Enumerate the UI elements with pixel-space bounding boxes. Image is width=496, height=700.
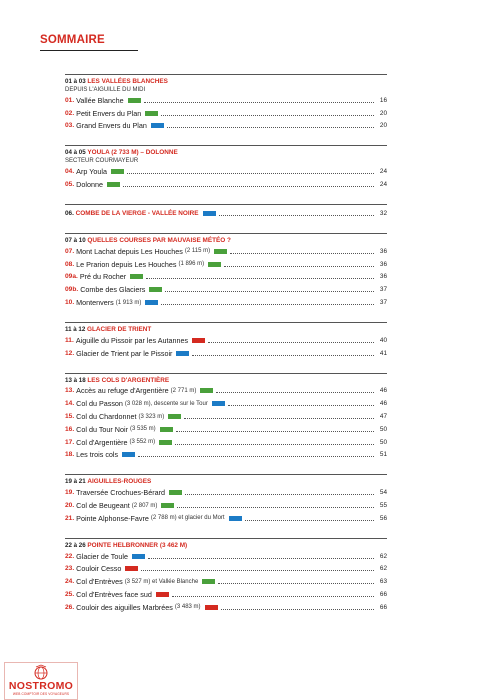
toc-section <box>65 233 387 309</box>
section-title: LES VALLÉES BLANCHES <box>87 78 168 85</box>
section-title: GLACIER DE TRIENT <box>87 325 152 333</box>
page-number: 47 <box>379 413 387 421</box>
dot-leader <box>176 431 374 432</box>
entry-number: 01. <box>65 96 75 104</box>
page-number: 46 <box>379 400 387 408</box>
entry-altitude: (2 788 m) et glacier du Mort <box>150 515 225 522</box>
toc-entry[interactable] <box>65 107 387 120</box>
page-number: 50 <box>379 438 387 446</box>
dot-leader <box>208 342 374 343</box>
section-range: 01 à 03 <box>65 78 86 85</box>
entry-number: 08. <box>65 260 75 268</box>
toc-entry[interactable] <box>65 165 387 178</box>
page-number: 66 <box>379 603 387 611</box>
dot-leader <box>165 291 374 292</box>
entry-label: Dolonne <box>76 180 103 190</box>
section-range: 22 à 26 <box>65 541 86 549</box>
toc-entry[interactable] <box>65 120 387 133</box>
section-heading <box>65 236 387 245</box>
dot-leader <box>172 596 374 597</box>
entry-number: 14. <box>65 400 75 408</box>
entry-number: 24. <box>65 578 75 586</box>
entry-label: Couloir Cesso <box>76 564 122 574</box>
toc-entry[interactable] <box>65 178 387 191</box>
difficulty-marker <box>107 182 120 187</box>
logo-name: NOSTROMO <box>8 680 74 692</box>
section-range: 07 à 10 <box>65 236 86 244</box>
page-number: 51 <box>379 451 387 459</box>
page-number: 24 <box>379 181 387 189</box>
entry-number: 25. <box>65 591 75 599</box>
toc-entry[interactable] <box>65 245 387 258</box>
dot-leader <box>184 418 374 419</box>
page-number: 62 <box>379 565 387 573</box>
entry-altitude: (3 028 m), descente sur le Tour <box>124 400 208 407</box>
entry-number: 03. <box>65 122 75 130</box>
section-title: AIGUILLES-ROUGES <box>87 478 152 486</box>
dot-leader <box>161 304 374 305</box>
dot-leader <box>138 456 374 457</box>
dot-leader <box>177 507 374 508</box>
dot-leader <box>228 405 374 406</box>
difficulty-marker <box>208 262 221 267</box>
entry-number: 23. <box>65 565 75 573</box>
entry-label: Combe des Glaciers <box>80 285 146 295</box>
dot-leader <box>146 278 374 279</box>
difficulty-marker <box>168 414 181 419</box>
entry-label: Petit Envers du Plan <box>76 108 142 118</box>
toc-entry[interactable] <box>65 588 387 601</box>
entry-altitude: (2 807 m) <box>131 502 158 509</box>
entry-label: Col de Beugeant <box>76 501 130 511</box>
dot-leader <box>144 102 374 103</box>
section-heading <box>65 541 387 550</box>
toc-entry[interactable] <box>65 499 387 512</box>
entry-label: Couloir des aiguilles Marbrées <box>76 602 173 612</box>
section-range: 19 à 21 <box>65 478 86 486</box>
section-subtitle: SECTEUR COURMAYEUR <box>65 158 139 165</box>
difficulty-marker <box>202 579 215 584</box>
entry-number: 06. <box>65 209 74 217</box>
entry-number: 02. <box>65 109 75 117</box>
entry-number: 26. <box>65 603 75 611</box>
toc-entry[interactable] <box>65 410 387 423</box>
entry-label: Grand Envers du Plan <box>76 121 147 131</box>
dot-leader <box>245 520 374 521</box>
page-number: 55 <box>379 502 387 510</box>
entry-label: Col du Tour Noir <box>76 424 128 434</box>
dot-leader <box>127 173 374 174</box>
page-number: 50 <box>379 425 387 433</box>
dot-leader <box>123 186 374 187</box>
toc-section <box>65 322 387 360</box>
page-number: 37 <box>379 299 387 307</box>
entry-label: Accès au refuge d'Argentière <box>76 386 169 396</box>
entry-number: 09b. <box>65 286 79 294</box>
toc-section <box>65 145 387 191</box>
toc-section <box>65 204 387 220</box>
dot-leader <box>224 266 374 267</box>
toc-entry[interactable] <box>65 207 387 220</box>
entry-label: Mont Lachat depuis Les Houches <box>76 246 183 256</box>
section-range: 11 à 12 <box>65 325 86 333</box>
nostromo-logo[interactable] <box>4 662 78 700</box>
entry-number: 20. <box>65 502 75 510</box>
entry-number: 19. <box>65 489 75 497</box>
toc-entry[interactable] <box>65 347 387 360</box>
page-number: 56 <box>379 514 387 522</box>
entry-altitude: (1 896 m) <box>178 261 205 268</box>
entry-label: Aiguille du Pissoir par les Autannes <box>75 335 189 345</box>
toc-section <box>65 373 387 462</box>
toc-entry[interactable] <box>65 385 387 398</box>
entry-number: 11. <box>65 336 74 344</box>
section-title: QUELLES COURSES PAR MAUVAISE MÉTÉO ? <box>87 236 231 244</box>
page-number: 54 <box>379 489 387 497</box>
section-title: POINTE HELBRONNER (3 462 M) <box>87 541 188 549</box>
difficulty-marker <box>156 592 169 597</box>
section-heading <box>65 477 387 486</box>
page-number: 16 <box>379 96 387 104</box>
entry-altitude: (1 913 m) <box>115 299 142 306</box>
entry-altitude: (2 115 m) <box>184 248 211 255</box>
entry-number: 05. <box>65 181 75 189</box>
entry-label: Col d'Argentière <box>76 437 128 447</box>
entry-number: 21. <box>65 514 75 522</box>
page-number: 32 <box>379 209 387 217</box>
entry-altitude: (3 527 m) et Vallée Blanche <box>124 578 199 585</box>
entry-number: 10. <box>65 299 75 307</box>
entry-number: 07. <box>65 247 75 255</box>
toc-entry[interactable] <box>65 575 387 588</box>
entry-number: 09a. <box>65 273 78 281</box>
entry-number: 04. <box>65 168 75 176</box>
page-number: 36 <box>379 247 387 255</box>
entry-number: 13. <box>65 387 75 395</box>
toc-entry[interactable] <box>65 397 387 410</box>
difficulty-marker <box>229 516 242 521</box>
difficulty-marker <box>145 111 158 116</box>
entry-label: Glacier de Trient par le Pissoir <box>76 348 173 358</box>
toc-entry[interactable] <box>65 423 387 436</box>
entry-altitude: (3 323 m) <box>138 413 165 420</box>
toc-section <box>65 474 387 524</box>
globe-ship-icon <box>31 664 51 680</box>
difficulty-marker <box>161 503 174 508</box>
toc-entry[interactable] <box>65 436 387 449</box>
section-heading <box>65 77 387 86</box>
toc-entry[interactable] <box>65 334 387 347</box>
difficulty-marker <box>145 300 158 305</box>
entry-label: Pointe Alphonse-Favre <box>76 513 149 523</box>
difficulty-marker <box>125 566 138 571</box>
difficulty-marker <box>128 98 141 103</box>
dot-leader <box>230 253 374 254</box>
table-of-contents <box>65 74 387 627</box>
difficulty-marker <box>176 351 189 356</box>
page-number: 20 <box>379 122 387 130</box>
difficulty-marker <box>111 169 124 174</box>
toc-entry[interactable] <box>65 601 387 614</box>
dot-leader <box>175 444 374 445</box>
toc-entry[interactable] <box>65 94 387 107</box>
toc-entry[interactable] <box>65 283 387 296</box>
difficulty-marker <box>200 388 213 393</box>
dot-leader <box>141 570 374 571</box>
toc-section <box>65 74 387 132</box>
dot-leader <box>167 127 374 128</box>
difficulty-marker <box>212 401 225 406</box>
entry-label: Col du Passon <box>76 399 123 409</box>
entry-label: Col d'Entrèves <box>76 577 123 587</box>
entry-altitude: (2 771 m) <box>170 387 197 394</box>
difficulty-marker <box>205 605 218 610</box>
page-number: 40 <box>379 336 387 344</box>
difficulty-marker <box>122 452 135 457</box>
page-number: 20 <box>379 109 387 117</box>
dot-leader <box>219 215 374 216</box>
entry-number: 22. <box>65 552 75 560</box>
toc-entry[interactable] <box>65 563 387 576</box>
entry-number: 17. <box>65 438 75 446</box>
dot-leader <box>216 392 374 393</box>
section-title: LES COLS D'ARGENTIÈRE <box>87 376 170 384</box>
page-number: 37 <box>379 286 387 294</box>
section-title: YOULA (2 733 M) – DOLONNE <box>87 149 178 157</box>
entry-label: Col d'Entrèves face sud <box>76 590 152 600</box>
difficulty-marker <box>132 554 145 559</box>
entry-label: Traversée Crochues-Bérard <box>76 488 165 498</box>
dot-leader <box>218 583 374 584</box>
toc-entry[interactable] <box>65 271 387 284</box>
entry-number: 15. <box>65 413 75 421</box>
section-title: COMBE DE LA VIERGE - VALLÉE NOIRE <box>75 209 199 217</box>
difficulty-marker <box>151 123 164 128</box>
entry-label: Vallée Blanche <box>76 95 124 105</box>
entry-number: 12. <box>65 349 75 357</box>
toc-entry[interactable] <box>65 449 387 462</box>
entry-label: Les trois cols <box>76 450 119 460</box>
entry-label: Le Prarion depuis Les Houches <box>76 259 177 269</box>
section-heading <box>65 376 387 385</box>
entry-altitude: (3 552 m) <box>129 439 156 446</box>
toc-entry[interactable] <box>65 550 387 563</box>
page-number: 46 <box>379 387 387 395</box>
dot-leader <box>221 609 374 610</box>
page-number: 24 <box>379 168 387 176</box>
toc-section <box>65 538 387 614</box>
logo-tagline: WEB COMPTOIR DES VOYAGEURS <box>12 692 70 696</box>
page-title: SOMMAIRE <box>40 34 105 46</box>
entry-label: Montenvers <box>76 298 114 308</box>
toc-entry[interactable] <box>65 258 387 271</box>
page-number: 66 <box>379 591 387 599</box>
page-number: 36 <box>379 260 387 268</box>
entry-altitude: (3 535 m) <box>129 426 156 433</box>
toc-entry[interactable] <box>65 512 387 525</box>
entry-label: Arp Youla <box>76 167 107 177</box>
dot-leader <box>161 115 374 116</box>
dot-leader <box>185 494 374 495</box>
difficulty-marker <box>169 490 182 495</box>
difficulty-marker <box>192 338 205 343</box>
dot-leader <box>192 355 374 356</box>
difficulty-marker <box>214 249 227 254</box>
page-number: 36 <box>379 273 387 281</box>
entry-label: Col du Chardonnet <box>76 412 137 422</box>
difficulty-marker <box>149 287 162 292</box>
entry-label: Pré du Rocher <box>79 272 127 282</box>
section-range: 13 à 18 <box>65 376 86 384</box>
entry-label: Glacier de Toule <box>76 551 128 561</box>
difficulty-marker <box>130 274 143 279</box>
page-number: 62 <box>379 552 387 560</box>
title-underline <box>40 50 138 51</box>
entry-number: 18. <box>65 451 75 459</box>
section-heading <box>65 325 387 334</box>
entry-altitude: (3 483 m) <box>174 604 201 611</box>
difficulty-marker <box>160 427 173 432</box>
section-heading <box>65 148 387 157</box>
difficulty-marker <box>159 440 172 445</box>
toc-entry[interactable] <box>65 296 387 309</box>
entry-number: 16. <box>65 425 75 433</box>
section-range: 04 à 05 <box>65 149 86 157</box>
section-subtitle: DEPUIS L'AIGUILLE DU MIDI <box>65 87 146 93</box>
page-number: 41 <box>379 349 387 357</box>
toc-entry[interactable] <box>65 486 387 499</box>
dot-leader <box>148 558 374 559</box>
page-number: 63 <box>379 578 387 586</box>
difficulty-marker <box>203 211 216 216</box>
